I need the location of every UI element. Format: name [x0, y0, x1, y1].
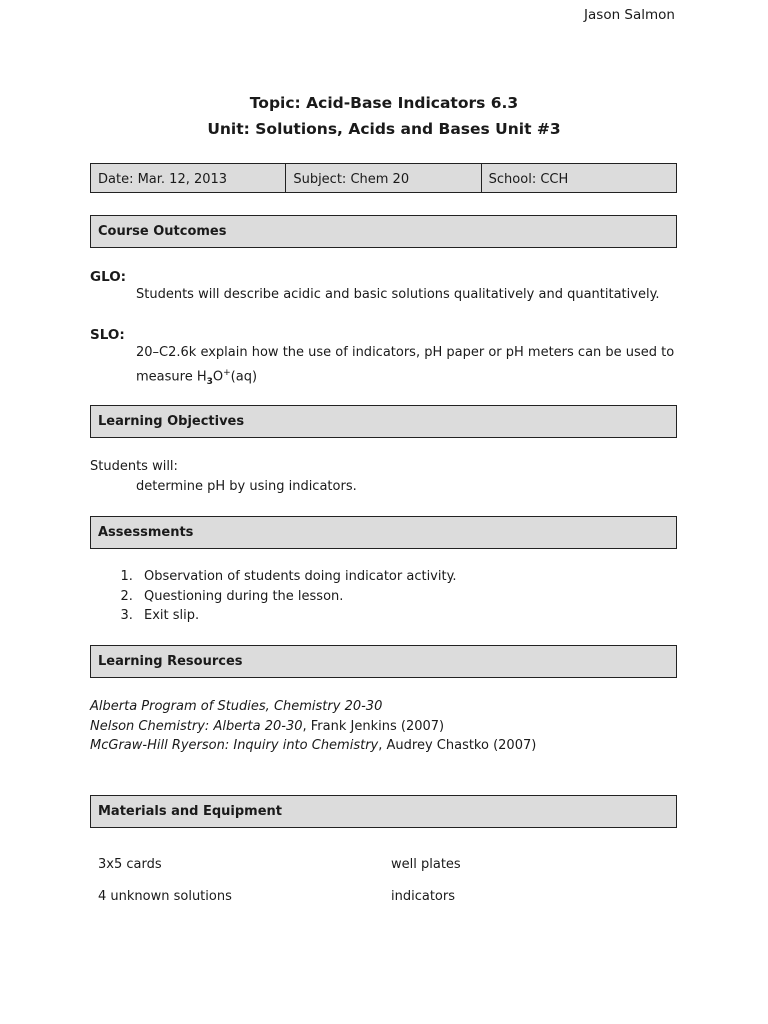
- learning-objectives-heading: Learning Objectives: [90, 405, 677, 438]
- material-item: indicators: [391, 889, 455, 904]
- glo-text: Students will describe acidic and basic solutions qualitatively and quantitatively.: [136, 287, 660, 302]
- material-item: well plates: [391, 857, 461, 872]
- resource-title: Alberta Program of Studies, Chemistry 20-30: [90, 699, 383, 714]
- material-item: 3x5 cards: [98, 857, 162, 872]
- course-outcomes-heading: Course Outcomes: [90, 215, 677, 248]
- resource-author: , Audrey Chastko (2007): [378, 738, 537, 753]
- slo-aq: (aq): [230, 369, 258, 385]
- resource-item: [90, 717, 690, 737]
- slo-measure-text: measure H: [136, 369, 207, 385]
- topic-title: Topic: Acid-Base Indicators 6.3: [249, 94, 519, 112]
- objectives-block: [90, 457, 690, 497]
- assessments-heading: Assessments: [90, 516, 677, 549]
- slo-line-1: 20–C2.6k explain how the use of indicators, pH paper or pH meters can be used to: [136, 345, 675, 360]
- resource-title: McGraw-Hill Ryerson: Inquiry into Chemistry: [90, 738, 379, 753]
- material-item: 4 unknown solutions: [98, 889, 232, 904]
- glo-label: GLO:: [90, 269, 127, 285]
- glo-block: [90, 269, 690, 305]
- assessment-item: 1. Observation of students doing indicator activity.: [137, 567, 690, 587]
- slo-o: O: [212, 369, 224, 385]
- resource-item: [90, 697, 690, 717]
- resource-author: , Frank Jenkins (2007): [302, 718, 445, 734]
- objectives-intro: Students will:: [90, 459, 178, 474]
- date-cell: Date: Mar. 12, 2013: [98, 172, 228, 187]
- slo-line-2: [90, 363, 690, 392]
- assessment-item: 2. Questioning during the lesson.: [137, 587, 690, 607]
- learning-resources-heading: Learning Resources: [90, 645, 677, 678]
- subject-cell: Subject: Chem 20: [285, 164, 480, 192]
- slo-subscript: 3: [206, 376, 213, 387]
- assessment-item: 3. Exit slip.: [137, 606, 690, 626]
- info-table: [90, 163, 677, 193]
- slo-superscript: +: [223, 368, 231, 378]
- school-cell: School: CCH: [481, 164, 676, 192]
- unit-title: Unit: Solutions, Acids and Bases Unit #3: [207, 120, 561, 138]
- resource-item: [90, 736, 690, 756]
- author-name: Jason Salmon: [584, 7, 675, 23]
- objectives-item: determine pH by using indicators.: [136, 479, 357, 494]
- resources-list: [90, 697, 690, 756]
- materials-heading: Materials and Equipment: [90, 795, 677, 828]
- slo-label: SLO:: [90, 327, 125, 343]
- resource-title: Nelson Chemistry: Alberta 20-30: [90, 718, 303, 734]
- assessments-list: [90, 567, 690, 626]
- slo-block: [90, 327, 690, 392]
